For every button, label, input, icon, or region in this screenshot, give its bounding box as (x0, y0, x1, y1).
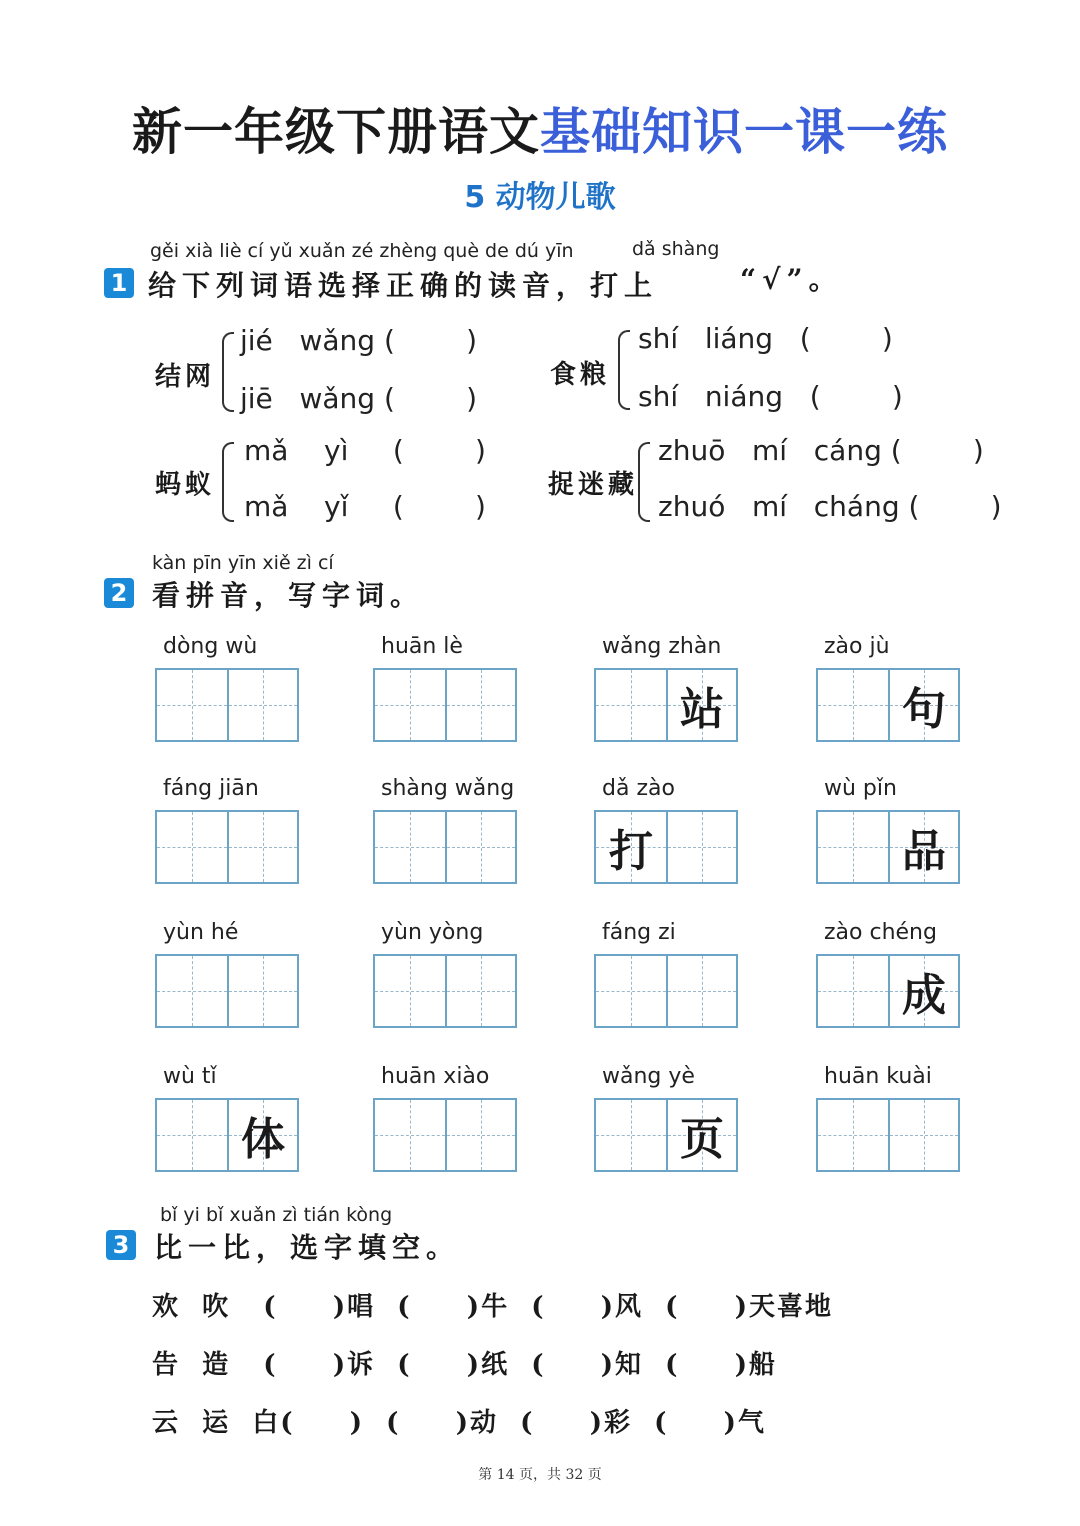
brace (222, 332, 234, 412)
s1-pinyin2: dǎ shàng (632, 238, 720, 260)
s1-option: mǎ yì ( ) (244, 434, 486, 467)
s2-instruction: 看拼音，写字词。 (152, 579, 425, 612)
char-box-text: 页 (680, 1114, 724, 1165)
grid-pinyin: wù pǐn (824, 776, 897, 801)
writing-grid[interactable] (816, 668, 960, 742)
writing-grid[interactable] (816, 954, 960, 1028)
char-box-text: 品 (902, 826, 946, 877)
char-box[interactable] (888, 956, 958, 1026)
grid-pinyin: wǎng zhàn (602, 634, 722, 659)
title-black: 新一年级下册语文 (132, 102, 540, 161)
char-box[interactable] (445, 956, 515, 1026)
char-box[interactable] (818, 956, 888, 1026)
writing-grid[interactable] (594, 1098, 738, 1172)
char-box[interactable] (227, 956, 297, 1026)
grid-pinyin: fáng zi (602, 920, 676, 945)
writing-grid[interactable] (373, 1098, 517, 1172)
char-box[interactable] (818, 670, 888, 740)
char-box-text: 成 (902, 970, 946, 1021)
s1-option: mǎ yǐ ( ) (244, 490, 486, 523)
char-box[interactable] (157, 670, 227, 740)
s1-option: jié wǎng ( ) (240, 324, 478, 357)
char-box-text: 站 (680, 684, 724, 735)
s3-pinyin: bǐ yi bǐ xuǎn zì tián kòng (160, 1204, 393, 1226)
page-footer: 第 14 页，共 32 页 (478, 1467, 602, 1483)
writing-grid[interactable] (594, 810, 738, 884)
s1-word: 蚂蚁 (155, 470, 216, 500)
char-box[interactable] (666, 670, 736, 740)
char-box[interactable] (445, 670, 515, 740)
char-box[interactable] (888, 812, 958, 882)
char-box[interactable] (375, 956, 445, 1026)
char-box[interactable] (445, 812, 515, 882)
char-box[interactable] (666, 812, 736, 882)
char-box[interactable] (596, 670, 666, 740)
section-number-2: 2 (104, 578, 134, 608)
grid-pinyin: wǎng yè (602, 1064, 695, 1089)
char-box-text: 句 (902, 684, 946, 735)
char-box[interactable] (596, 956, 666, 1026)
writing-grid[interactable] (155, 1098, 299, 1172)
brace (638, 442, 650, 522)
writing-grid[interactable] (373, 668, 517, 742)
brace (618, 330, 630, 410)
char-box[interactable] (227, 1100, 297, 1170)
s1-option: zhuó mí cháng ( ) (658, 490, 1002, 523)
writing-grid[interactable] (155, 668, 299, 742)
writing-grid[interactable] (155, 810, 299, 884)
char-box[interactable] (445, 1100, 515, 1170)
s1-word: 食粮 (550, 360, 611, 390)
writing-grid[interactable] (155, 954, 299, 1028)
char-box[interactable] (818, 812, 888, 882)
section-number-3: 3 (106, 1230, 136, 1260)
grid-pinyin: huān xiào (381, 1064, 490, 1089)
writing-grid[interactable] (373, 954, 517, 1028)
section-number-1: 1 (104, 268, 134, 298)
char-box[interactable] (666, 956, 736, 1026)
brace (222, 442, 234, 522)
char-box[interactable] (227, 812, 297, 882)
char-box[interactable] (818, 1100, 888, 1170)
grid-pinyin: fáng jiān (163, 776, 259, 801)
s3-row: 告 造 ( )诉 ( )纸 ( )知 ( )船 (152, 1350, 778, 1380)
char-box[interactable] (596, 812, 666, 882)
s1-instruction: 给下列词语选择正确的读音，打上 (148, 269, 659, 302)
grid-pinyin: dǎ zào (602, 776, 675, 801)
writing-grid[interactable] (373, 810, 517, 884)
s1-check-mark: “√”。 (740, 263, 843, 296)
grid-pinyin: wù tǐ (163, 1064, 217, 1089)
s3-row: 欢 吹 ( )唱 ( )牛 ( )风 ( )天喜地 (152, 1292, 834, 1322)
char-box[interactable] (666, 1100, 736, 1170)
char-box[interactable] (375, 812, 445, 882)
char-box[interactable] (157, 812, 227, 882)
s1-option: zhuō mí cáng ( ) (658, 434, 984, 467)
grid-pinyin: yùn yòng (381, 920, 484, 945)
char-box[interactable] (375, 1100, 445, 1170)
grid-pinyin: huān kuài (824, 1064, 932, 1089)
char-box[interactable] (157, 956, 227, 1026)
writing-grid[interactable] (594, 954, 738, 1028)
grid-pinyin: shàng wǎng (381, 776, 515, 801)
writing-grid[interactable] (816, 810, 960, 884)
grid-pinyin: dòng wù (163, 634, 258, 659)
s3-instruction: 比一比，选字填空。 (154, 1231, 461, 1264)
s1-option: shí niáng ( ) (638, 380, 903, 413)
writing-grid[interactable] (594, 668, 738, 742)
title-blue: 基础知识一课一练 (540, 102, 948, 161)
char-box-text: 打 (609, 826, 653, 877)
s2-pinyin: kàn pīn yīn xiě zì cí (152, 552, 334, 574)
char-box-text: 体 (241, 1114, 285, 1165)
page-title (0, 92, 1080, 164)
char-box[interactable] (375, 670, 445, 740)
grid-pinyin: zào jù (824, 634, 890, 659)
lesson-subtitle: 5 动物儿歌 (464, 180, 616, 215)
s1-pinyin: gěi xià liè cí yǔ xuǎn zé zhèng què de dú yīn (150, 240, 574, 262)
s3-row: 云 运 白( ) ( )动 ( )彩 ( )气 (152, 1408, 766, 1438)
s1-option: jiē wǎng ( ) (240, 382, 478, 415)
s1-word: 捉迷藏 (548, 470, 639, 500)
char-box[interactable] (157, 1100, 227, 1170)
s1-option: shí liáng ( ) (638, 322, 893, 355)
grid-pinyin: yùn hé (163, 920, 239, 945)
s1-word: 结网 (155, 362, 216, 392)
char-box[interactable] (227, 670, 297, 740)
grid-pinyin: zào chéng (824, 920, 937, 945)
grid-pinyin: huān lè (381, 634, 463, 659)
char-box[interactable] (888, 670, 958, 740)
char-box[interactable] (596, 1100, 666, 1170)
writing-grid[interactable] (816, 1098, 960, 1172)
char-box[interactable] (888, 1100, 958, 1170)
